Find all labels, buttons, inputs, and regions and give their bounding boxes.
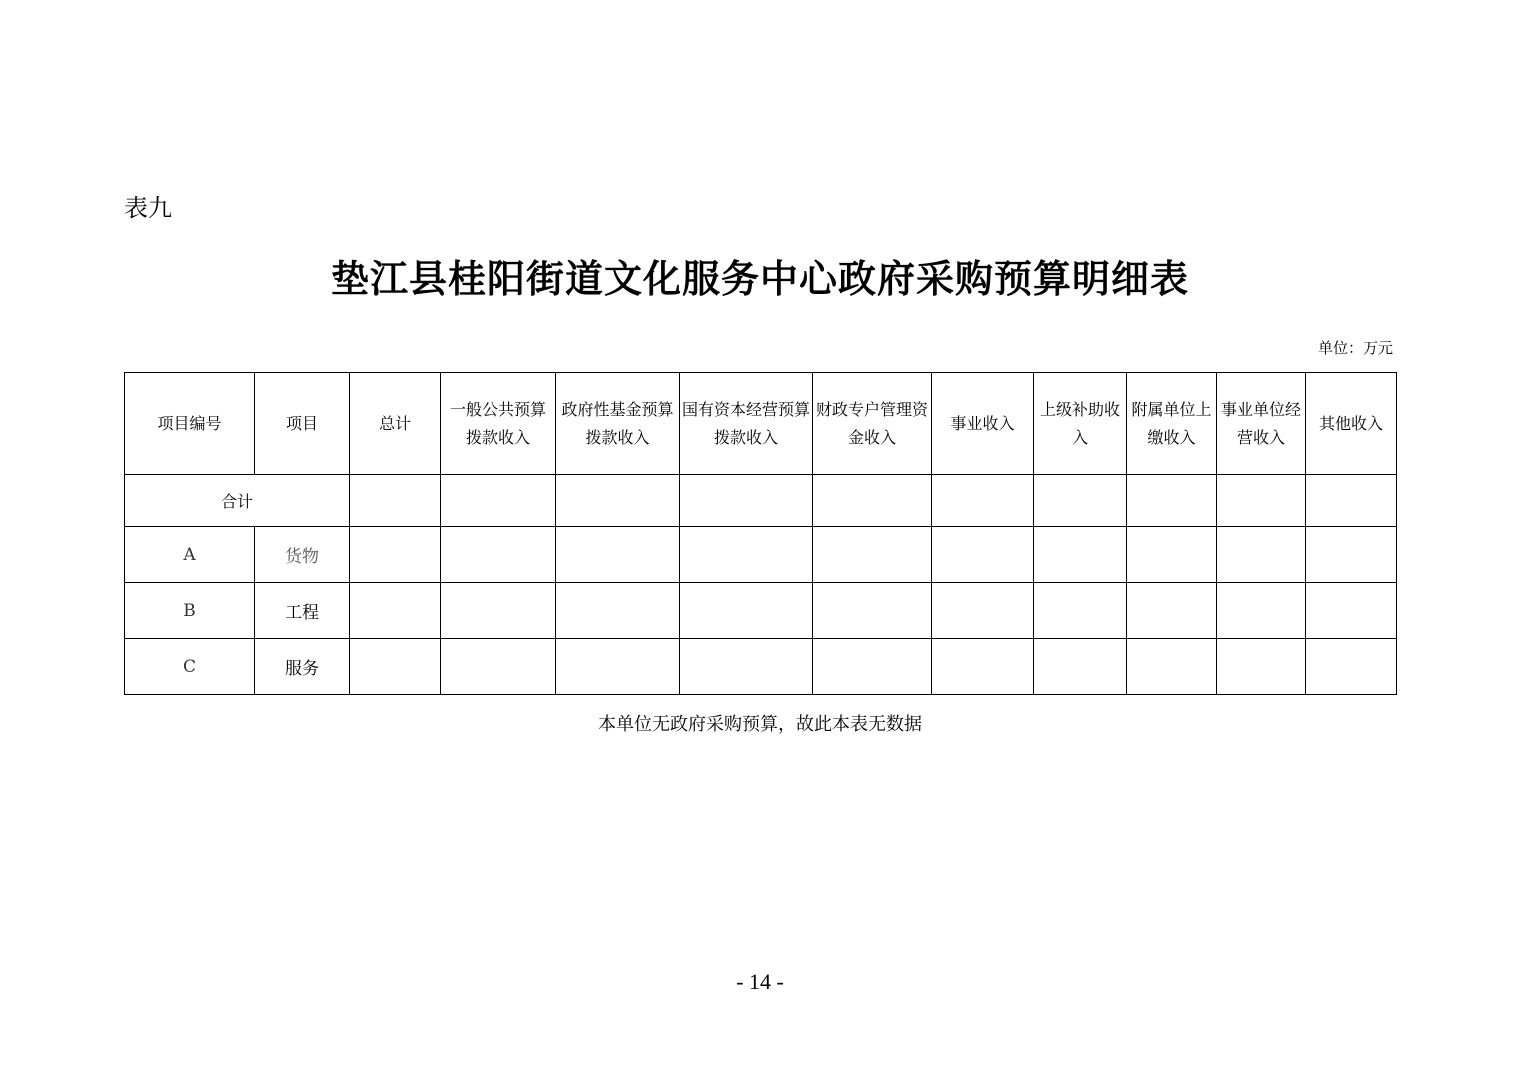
item-code: C xyxy=(125,639,255,695)
empty-cell xyxy=(556,527,680,583)
empty-cell xyxy=(932,639,1034,695)
table-row xyxy=(125,639,1397,695)
empty-cell xyxy=(350,583,441,639)
empty-cell xyxy=(1217,475,1306,527)
header-cell: 上级补助收入 xyxy=(1034,373,1127,475)
total-label: 合计 xyxy=(125,475,350,527)
empty-cell xyxy=(932,527,1034,583)
table-header-row xyxy=(125,373,1397,475)
empty-cell xyxy=(1034,475,1127,527)
table-label: 表九 xyxy=(124,194,172,222)
item-code: A xyxy=(125,527,255,583)
empty-cell xyxy=(680,527,813,583)
header-cell: 事业单位经营收入 xyxy=(1217,373,1306,475)
item-code: B xyxy=(125,583,255,639)
empty-cell xyxy=(1306,475,1397,527)
empty-cell xyxy=(1127,583,1217,639)
empty-cell xyxy=(441,527,556,583)
item-name: 工程 xyxy=(255,583,350,639)
empty-cell xyxy=(350,527,441,583)
empty-cell xyxy=(556,639,680,695)
empty-cell xyxy=(813,583,932,639)
item-name: 货物 xyxy=(255,527,350,583)
empty-cell xyxy=(441,475,556,527)
empty-cell xyxy=(932,475,1034,527)
item-name: 服务 xyxy=(255,639,350,695)
empty-cell xyxy=(1306,583,1397,639)
empty-cell xyxy=(1127,475,1217,527)
header-cell: 项目 xyxy=(255,373,350,475)
empty-cell xyxy=(441,639,556,695)
empty-cell xyxy=(350,639,441,695)
header-cell: 政府性基金预算拨款收入 xyxy=(556,373,680,475)
empty-cell xyxy=(350,475,441,527)
empty-cell xyxy=(680,583,813,639)
empty-cell xyxy=(1217,639,1306,695)
document-title: 垫江县桂阳街道文化服务中心政府采购预算明细表 xyxy=(330,256,1189,301)
empty-cell xyxy=(1306,639,1397,695)
empty-cell xyxy=(813,527,932,583)
empty-cell xyxy=(680,475,813,527)
header-cell: 其他收入 xyxy=(1306,373,1397,475)
header-cell: 项目编号 xyxy=(125,373,255,475)
empty-cell xyxy=(813,639,932,695)
header-cell: 事业收入 xyxy=(932,373,1034,475)
table-row xyxy=(125,583,1397,639)
empty-cell xyxy=(1306,527,1397,583)
unit-note: 单位：万元 xyxy=(1317,339,1393,357)
empty-cell xyxy=(1034,583,1127,639)
total-row xyxy=(125,475,1397,527)
table-row xyxy=(125,527,1397,583)
header-cell: 国有资本经营预算拨款收入 xyxy=(680,373,813,475)
empty-cell xyxy=(1217,583,1306,639)
page-number: - 14 - xyxy=(736,969,784,994)
empty-cell xyxy=(1127,639,1217,695)
header-cell: 总计 xyxy=(350,373,441,475)
empty-cell xyxy=(1127,527,1217,583)
header-cell: 财政专户管理资金收入 xyxy=(813,373,932,475)
empty-cell xyxy=(680,639,813,695)
empty-cell xyxy=(932,583,1034,639)
empty-cell xyxy=(556,475,680,527)
empty-cell xyxy=(1034,639,1127,695)
header-cell: 附属单位上缴收入 xyxy=(1127,373,1217,475)
empty-cell xyxy=(1034,527,1127,583)
empty-cell xyxy=(813,475,932,527)
header-cell: 一般公共预算拨款收入 xyxy=(441,373,556,475)
empty-cell xyxy=(1217,527,1306,583)
procurement-budget-table xyxy=(124,372,1397,695)
footnote: 本单位无政府采购预算，故此本表无数据 xyxy=(598,714,922,735)
empty-cell xyxy=(556,583,680,639)
empty-cell xyxy=(441,583,556,639)
